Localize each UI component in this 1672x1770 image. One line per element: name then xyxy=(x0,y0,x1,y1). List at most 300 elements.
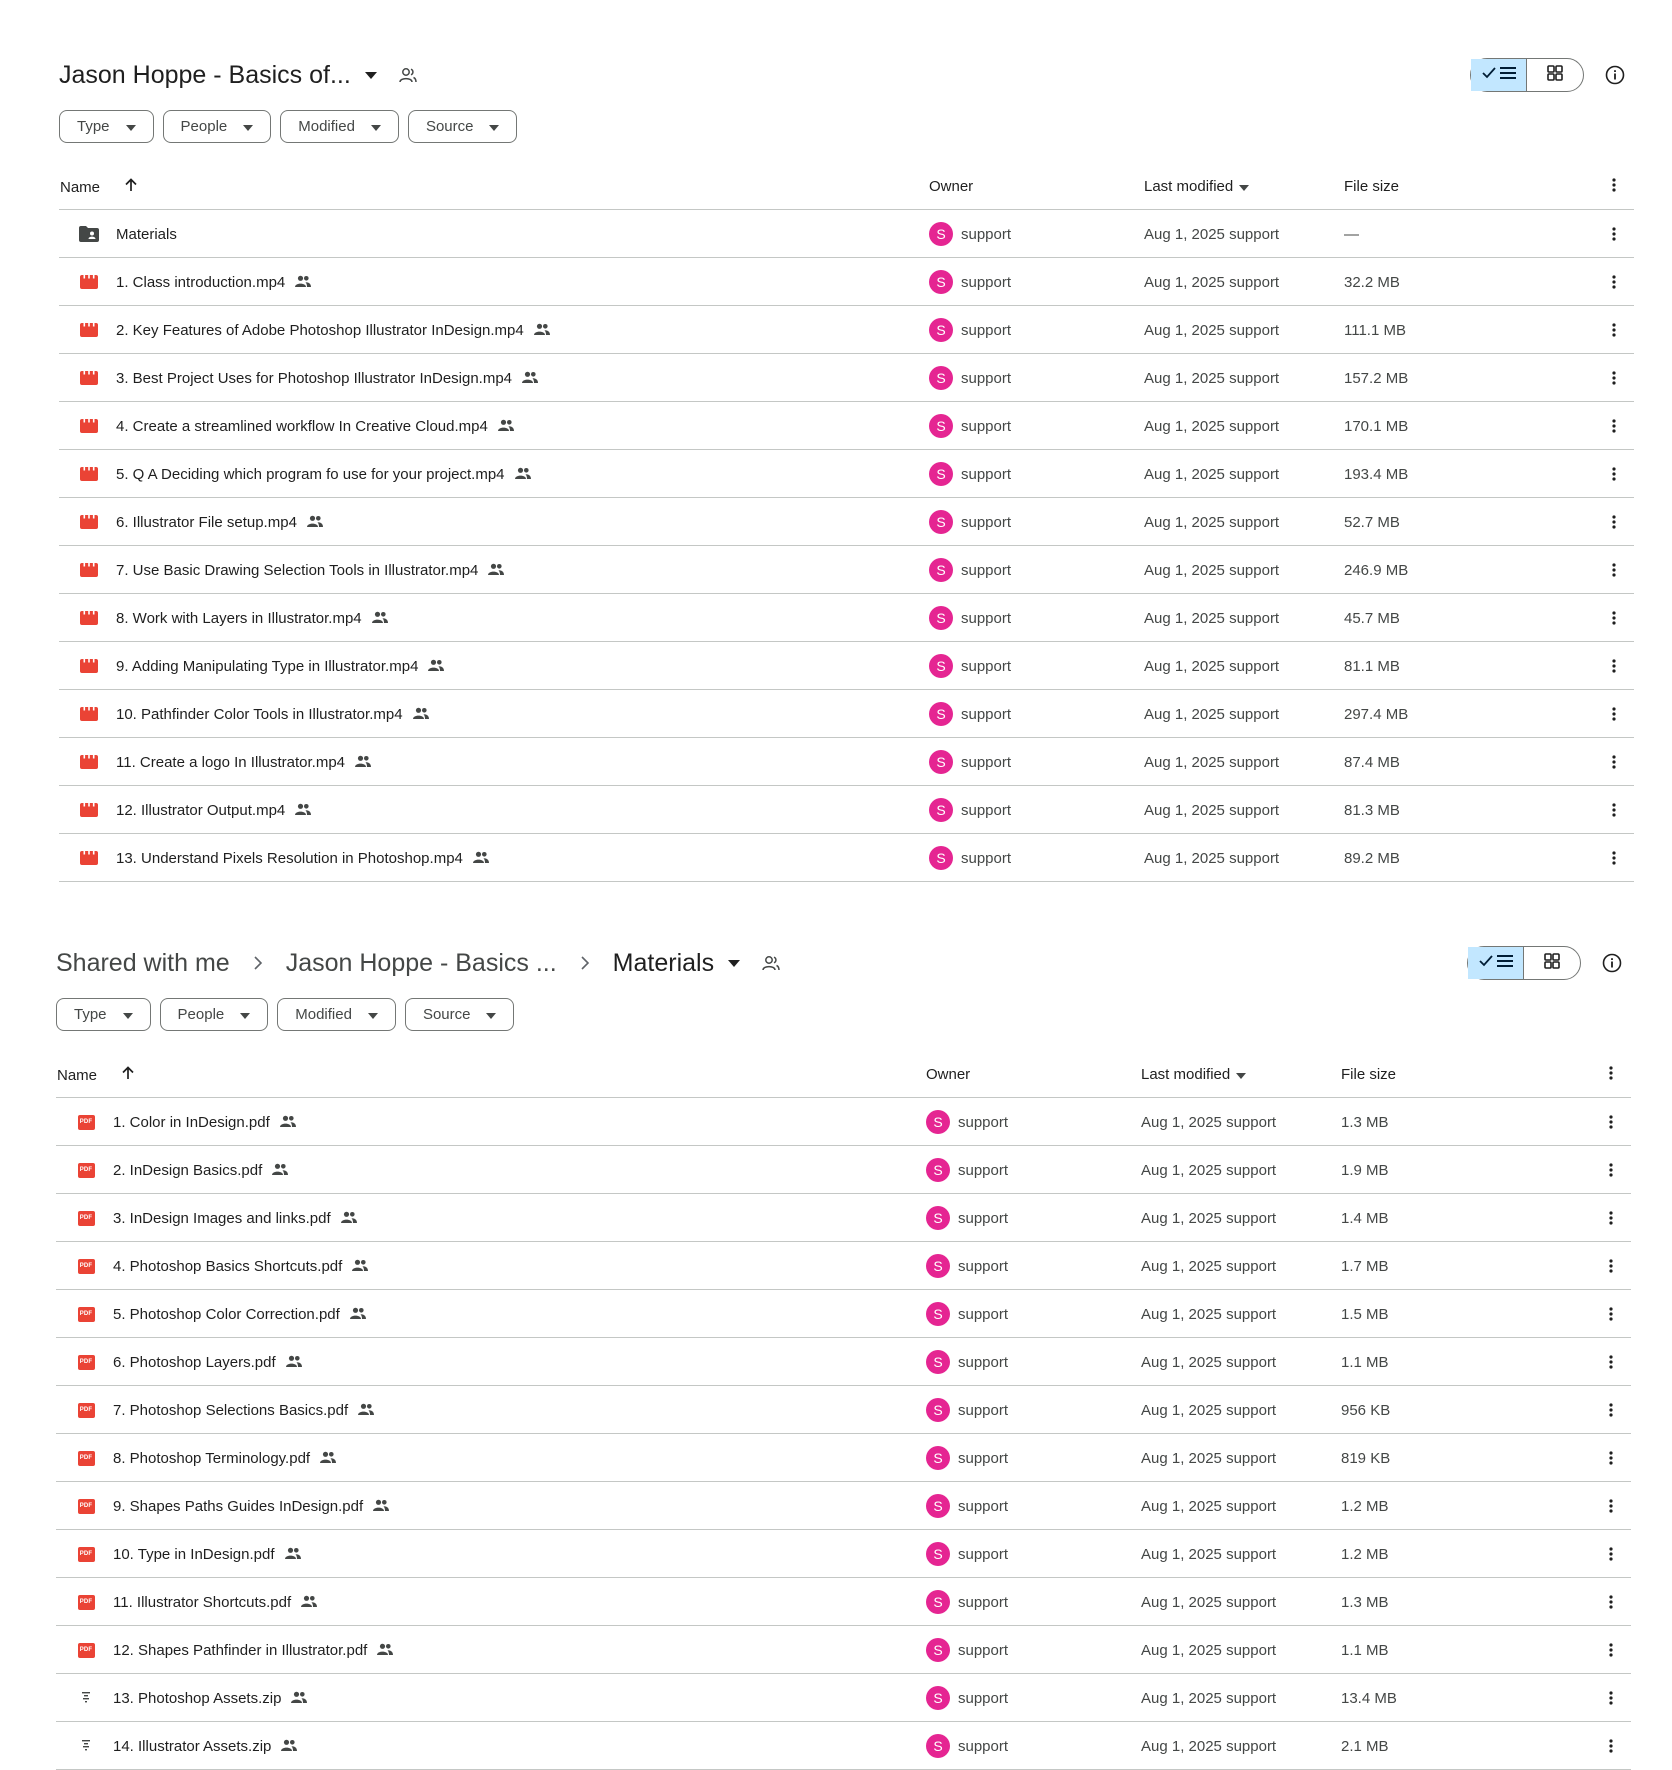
avatar: S xyxy=(926,1398,950,1422)
modified-cell: Aug 1, 2025 support xyxy=(1141,1305,1277,1323)
more-options-icon[interactable] xyxy=(1601,1530,1621,1578)
info-icon[interactable] xyxy=(1598,58,1632,92)
zip-file-icon xyxy=(74,1722,98,1770)
video-file-icon xyxy=(77,402,101,450)
more-options-icon[interactable] xyxy=(1601,1482,1621,1530)
filter-chip-label: Modified xyxy=(295,1006,352,1023)
size-cell: 81.3 MB xyxy=(1344,801,1400,819)
list-view-button[interactable] xyxy=(1468,947,1524,979)
file-name-cell xyxy=(116,546,504,594)
filter-chip[interactable] xyxy=(277,998,396,1031)
owner-cell xyxy=(926,1722,1008,1770)
file-name-cell xyxy=(113,1194,357,1242)
size-cell: 297.4 MB xyxy=(1344,705,1409,723)
sort-arrow-up-icon[interactable] xyxy=(124,178,138,196)
grid-view-button[interactable] xyxy=(1524,947,1580,979)
table-row[interactable] xyxy=(56,1242,1631,1290)
filter-chip-label: Type xyxy=(74,1006,107,1023)
table-row[interactable] xyxy=(59,402,1634,450)
table-row[interactable] xyxy=(56,1578,1631,1626)
size-cell: 52.7 MB xyxy=(1344,513,1400,531)
modified-cell: Aug 1, 2025 support xyxy=(1144,321,1280,339)
more-options-icon[interactable] xyxy=(1601,1626,1621,1674)
more-options-icon[interactable] xyxy=(1604,594,1624,642)
owner-cell xyxy=(926,1626,1008,1674)
avatar: S xyxy=(926,1206,950,1230)
video-file-icon xyxy=(77,498,101,546)
filter-chip-label: Source xyxy=(425,118,474,135)
modified-cell: Aug 1, 2025 support xyxy=(1144,225,1280,243)
column-label: Last modified xyxy=(1144,178,1234,195)
video-file-icon xyxy=(77,690,101,738)
modified-cell: Aug 1, 2025 support xyxy=(1144,609,1280,627)
owner-name: support xyxy=(958,1449,1009,1467)
shared-folder-icon[interactable] xyxy=(762,955,780,971)
avatar: S xyxy=(929,798,953,822)
file-name-cell xyxy=(113,1482,389,1530)
size-cell: 13.4 MB xyxy=(1341,1689,1397,1707)
modified-cell: Aug 1, 2025 support xyxy=(1144,417,1280,435)
file-name: 4. Create a streamlined workflow In Creative Cloud.mp4 xyxy=(116,417,488,435)
file-name: 6. Photoshop Layers.pdf xyxy=(113,1353,276,1371)
shared-people-icon xyxy=(295,802,311,819)
filter-chip-label: People xyxy=(177,1006,225,1023)
shared-people-icon xyxy=(498,418,514,435)
avatar: S xyxy=(926,1302,950,1326)
check-icon xyxy=(1482,66,1496,84)
more-options-icon[interactable] xyxy=(1604,498,1624,546)
more-options-icon[interactable] xyxy=(1601,1146,1621,1194)
video-file-icon xyxy=(77,594,101,642)
table-row[interactable] xyxy=(56,1098,1631,1146)
more-options-icon[interactable] xyxy=(1601,1722,1621,1770)
owner-cell xyxy=(926,1578,1008,1626)
more-options-icon[interactable] xyxy=(1604,690,1624,738)
file-name: 2. InDesign Basics.pdf xyxy=(113,1161,263,1179)
table-row[interactable] xyxy=(56,1722,1631,1770)
avatar: S xyxy=(929,750,953,774)
filter-chip[interactable] xyxy=(59,110,154,143)
video-file-icon xyxy=(77,786,101,834)
owner-name: support xyxy=(961,417,1012,435)
grid-icon xyxy=(1545,954,1559,973)
file-name: 13. Understand Pixels Resolution in Photoshop.mp4 xyxy=(116,849,463,867)
more-options-icon[interactable] xyxy=(1604,210,1624,258)
table-row[interactable] xyxy=(59,690,1634,738)
table-row[interactable] xyxy=(59,738,1634,786)
table-row[interactable] xyxy=(59,594,1634,642)
avatar: S xyxy=(929,510,953,534)
size-cell: 170.1 MB xyxy=(1344,417,1409,435)
chevron-down-icon xyxy=(1239,178,1249,195)
owner-cell xyxy=(926,1242,1008,1290)
owner-cell xyxy=(926,1098,1008,1146)
owner-cell xyxy=(926,1338,1008,1386)
chevron-down-icon xyxy=(371,118,381,135)
filter-chip[interactable] xyxy=(56,998,151,1031)
shared-people-icon xyxy=(286,1354,302,1371)
shared-people-icon xyxy=(280,1114,296,1131)
size-cell: 157.2 MB xyxy=(1344,369,1409,387)
table-row[interactable] xyxy=(59,546,1634,594)
file-name: 9. Shapes Paths Guides InDesign.pdf xyxy=(113,1497,364,1515)
size-cell: 89.2 MB xyxy=(1344,849,1400,867)
owner-cell xyxy=(929,594,1011,642)
column-name-header[interactable] xyxy=(60,178,138,196)
file-name-cell xyxy=(116,354,538,402)
more-options-icon[interactable] xyxy=(1601,1338,1621,1386)
video-file-icon xyxy=(77,258,101,306)
table-row[interactable] xyxy=(56,1434,1631,1482)
shared-people-icon xyxy=(358,1402,374,1419)
owner-name: support xyxy=(961,513,1012,531)
modified-cell: Aug 1, 2025 support xyxy=(1141,1161,1277,1179)
more-options-icon[interactable] xyxy=(1601,1434,1621,1482)
folder-shared-icon xyxy=(77,210,101,258)
file-name-cell xyxy=(113,1242,368,1290)
owner-name: support xyxy=(958,1689,1009,1707)
size-cell: 1.3 MB xyxy=(1341,1593,1389,1611)
more-options-icon[interactable] xyxy=(1604,786,1624,834)
file-name: 9. Adding Manipulating Type in Illustrator.mp4 xyxy=(116,657,419,675)
owner-cell xyxy=(929,210,1011,258)
avatar: S xyxy=(926,1638,950,1662)
chevron-down-icon xyxy=(1236,1066,1246,1083)
avatar: S xyxy=(926,1350,950,1374)
shared-folder-icon[interactable] xyxy=(399,67,417,83)
owner-cell xyxy=(926,1146,1008,1194)
owner-cell xyxy=(929,498,1011,546)
avatar: S xyxy=(926,1158,950,1182)
shared-people-icon xyxy=(515,466,531,483)
size-cell: 1.7 MB xyxy=(1341,1257,1389,1275)
shared-people-icon xyxy=(301,1594,317,1611)
modified-cell: Aug 1, 2025 support xyxy=(1141,1113,1277,1131)
breadcrumb xyxy=(59,61,417,90)
avatar: S xyxy=(929,702,953,726)
shared-people-icon xyxy=(291,1690,307,1707)
column-owner-header xyxy=(926,1066,970,1083)
owner-name: support xyxy=(958,1161,1009,1179)
more-options-icon[interactable] xyxy=(1604,402,1624,450)
size-cell: 87.4 MB xyxy=(1344,753,1400,771)
owner-name: support xyxy=(961,321,1012,339)
more-options-icon[interactable] xyxy=(1601,1386,1621,1434)
more-options-icon[interactable] xyxy=(1604,450,1624,498)
table-row[interactable] xyxy=(59,498,1634,546)
avatar: S xyxy=(929,270,953,294)
shared-people-icon xyxy=(320,1450,336,1467)
folder-menu-caret-icon[interactable] xyxy=(365,72,377,79)
owner-name: support xyxy=(958,1113,1009,1131)
view-toggle xyxy=(1467,946,1581,980)
filter-chips xyxy=(56,998,1631,1032)
view-tools xyxy=(1470,58,1634,92)
owner-name: support xyxy=(958,1545,1009,1563)
file-name: 4. Photoshop Basics Shortcuts.pdf xyxy=(113,1257,343,1275)
owner-cell xyxy=(929,258,1011,306)
modified-cell: Aug 1, 2025 support xyxy=(1141,1401,1277,1419)
owner-cell xyxy=(929,354,1011,402)
filter-chip[interactable] xyxy=(405,998,515,1031)
shared-people-icon xyxy=(352,1258,368,1275)
modified-cell: Aug 1, 2025 support xyxy=(1141,1449,1277,1467)
breadcrumb xyxy=(56,949,780,978)
file-name-cell xyxy=(116,498,323,546)
column-modified-header[interactable] xyxy=(1144,178,1249,195)
list-icon xyxy=(1500,66,1516,84)
modified-cell: Aug 1, 2025 support xyxy=(1141,1497,1277,1515)
table-row[interactable] xyxy=(59,306,1634,354)
size-cell: 1.1 MB xyxy=(1341,1353,1389,1371)
modified-cell: Aug 1, 2025 support xyxy=(1144,465,1280,483)
table-header xyxy=(59,162,1634,210)
size-cell: 81.1 MB xyxy=(1344,657,1400,675)
pdf-file-icon: PDF xyxy=(74,1338,98,1386)
modified-cell: Aug 1, 2025 support xyxy=(1144,657,1280,675)
file-name: 10. Type in InDesign.pdf xyxy=(113,1545,275,1563)
column-label: Name xyxy=(60,178,101,196)
shared-people-icon xyxy=(522,370,538,387)
size-cell: 819 KB xyxy=(1341,1449,1391,1467)
table-row[interactable] xyxy=(56,1386,1631,1434)
filter-chips xyxy=(59,110,1634,144)
panel-header xyxy=(59,50,1634,100)
owner-cell xyxy=(929,546,1011,594)
video-file-icon xyxy=(77,834,101,882)
chevron-down-icon xyxy=(489,118,499,135)
file-name-cell xyxy=(116,738,371,786)
column-modified-header[interactable] xyxy=(1141,1066,1246,1083)
modified-cell: Aug 1, 2025 support xyxy=(1144,513,1280,531)
file-name-cell xyxy=(113,1722,297,1770)
table-row[interactable] xyxy=(56,1146,1631,1194)
column-label: File size xyxy=(1341,1066,1397,1083)
file-name: 12. Shapes Pathfinder in Illustrator.pdf xyxy=(113,1641,368,1659)
owner-cell xyxy=(929,642,1011,690)
modified-cell: Aug 1, 2025 support xyxy=(1144,369,1280,387)
file-name-cell xyxy=(113,1578,317,1626)
file-name: 5. Q A Deciding which program fo use for your project.mp4 xyxy=(116,465,505,483)
owner-cell xyxy=(929,786,1011,834)
table-row[interactable] xyxy=(56,1530,1631,1578)
more-options-icon[interactable] xyxy=(1604,738,1624,786)
table-row[interactable] xyxy=(56,1674,1631,1722)
owner-cell xyxy=(926,1434,1008,1482)
file-name-cell xyxy=(113,1386,374,1434)
owner-name: support xyxy=(958,1401,1009,1419)
chevron-right-icon xyxy=(230,955,286,971)
file-name-cell xyxy=(113,1434,336,1482)
table-row[interactable] xyxy=(56,1482,1631,1530)
pdf-file-icon: PDF xyxy=(74,1290,98,1338)
avatar: S xyxy=(926,1734,950,1758)
grid-view-button[interactable] xyxy=(1527,59,1583,91)
pdf-file-icon: PDF xyxy=(74,1146,98,1194)
file-name-cell xyxy=(113,1626,393,1674)
avatar: S xyxy=(929,654,953,678)
breadcrumb-item[interactable]: Jason Hoppe - Basics ... xyxy=(285,948,557,977)
more-options-icon[interactable] xyxy=(1604,258,1624,306)
owner-cell xyxy=(926,1290,1008,1338)
video-file-icon xyxy=(77,306,101,354)
file-name: 3. InDesign Images and links.pdf xyxy=(113,1209,331,1227)
owner-cell xyxy=(926,1386,1008,1434)
file-name: 10. Pathfinder Color Tools in Illustrator.mp4 xyxy=(116,705,403,723)
breadcrumb-item[interactable]: Jason Hoppe - Basics of... xyxy=(59,60,351,89)
filter-chip[interactable] xyxy=(163,110,272,143)
owner-name: support xyxy=(961,225,1012,243)
owner-cell xyxy=(929,834,1011,882)
filter-chip-label: Modified xyxy=(298,118,355,135)
avatar: S xyxy=(929,606,953,630)
more-options-icon[interactable] xyxy=(1601,1066,1621,1080)
more-options-icon[interactable] xyxy=(1601,1578,1621,1626)
size-cell: 1.3 MB xyxy=(1341,1113,1389,1131)
file-name-cell xyxy=(116,786,311,834)
video-file-icon xyxy=(77,546,101,594)
table-row[interactable] xyxy=(56,1194,1631,1242)
file-name-cell xyxy=(116,834,489,882)
avatar: S xyxy=(926,1110,950,1134)
column-label: Last modified xyxy=(1141,1066,1231,1083)
file-name: 7. Use Basic Drawing Selection Tools in Illustrator.mp4 xyxy=(116,561,479,579)
breadcrumb-item[interactable]: Materials xyxy=(612,948,715,977)
more-options-icon[interactable] xyxy=(1601,1194,1621,1242)
shared-people-icon xyxy=(428,658,444,675)
file-name: 1. Class introduction.mp4 xyxy=(116,273,286,291)
owner-name: support xyxy=(958,1593,1009,1611)
video-file-icon xyxy=(77,642,101,690)
column-name-header[interactable] xyxy=(57,1066,135,1084)
folder-menu-caret-icon[interactable] xyxy=(728,960,740,967)
owner-name: support xyxy=(961,369,1012,387)
more-options-icon[interactable] xyxy=(1601,1674,1621,1722)
file-name-cell xyxy=(116,594,388,642)
table-row[interactable] xyxy=(59,834,1634,882)
file-name: 12. Illustrator Output.mp4 xyxy=(116,801,286,819)
more-options-icon[interactable] xyxy=(1604,834,1624,882)
owner-cell xyxy=(926,1194,1008,1242)
filter-chip[interactable] xyxy=(280,110,399,143)
avatar: S xyxy=(929,462,953,486)
size-cell: 1.9 MB xyxy=(1341,1161,1389,1179)
size-cell: 111.1 MB xyxy=(1344,321,1406,339)
column-size-header xyxy=(1341,1066,1396,1083)
view-toggle xyxy=(1470,58,1584,92)
table-row[interactable] xyxy=(56,1338,1631,1386)
file-name-cell xyxy=(113,1146,288,1194)
owner-name: support xyxy=(958,1353,1009,1371)
shared-people-icon xyxy=(488,562,504,579)
size-cell: 32.2 MB xyxy=(1344,273,1400,291)
owner-cell xyxy=(929,402,1011,450)
table-row[interactable] xyxy=(59,258,1634,306)
breadcrumb-item[interactable]: Shared with me xyxy=(56,948,230,977)
file-name-cell xyxy=(113,1290,366,1338)
table-header xyxy=(56,1050,1631,1098)
modified-cell: Aug 1, 2025 support xyxy=(1141,1209,1277,1227)
owner-cell xyxy=(929,450,1011,498)
owner-name: support xyxy=(961,609,1012,627)
table-row[interactable] xyxy=(59,450,1634,498)
filter-chip[interactable] xyxy=(160,998,269,1031)
more-options-icon[interactable] xyxy=(1601,1290,1621,1338)
more-options-icon[interactable] xyxy=(1604,306,1624,354)
table-row[interactable] xyxy=(59,354,1634,402)
info-icon[interactable] xyxy=(1595,946,1629,980)
file-name: 11. Create a logo In Illustrator.mp4 xyxy=(116,753,346,771)
size-cell: — xyxy=(1344,225,1359,243)
owner-name: support xyxy=(961,561,1012,579)
file-name-cell xyxy=(116,402,514,450)
more-options-icon[interactable] xyxy=(1601,1098,1621,1146)
modified-cell: Aug 1, 2025 support xyxy=(1144,273,1280,291)
shared-people-icon xyxy=(373,1498,389,1515)
modified-cell: Aug 1, 2025 support xyxy=(1141,1641,1277,1659)
filter-chip[interactable] xyxy=(408,110,518,143)
filter-chip-label: Type xyxy=(77,118,110,135)
size-cell: 193.4 MB xyxy=(1344,465,1409,483)
modified-cell: Aug 1, 2025 support xyxy=(1141,1257,1277,1275)
owner-name: support xyxy=(958,1305,1009,1323)
owner-name: support xyxy=(961,753,1012,771)
table-row[interactable] xyxy=(56,1290,1631,1338)
filter-chip-label: Source xyxy=(422,1006,471,1023)
more-options-icon[interactable] xyxy=(1604,642,1624,690)
shared-people-icon xyxy=(534,322,550,339)
file-name-cell xyxy=(116,642,444,690)
size-cell: 45.7 MB xyxy=(1344,609,1400,627)
shared-people-icon xyxy=(413,706,429,723)
column-label: Name xyxy=(57,1066,98,1084)
table-row[interactable] xyxy=(59,786,1634,834)
more-options-icon[interactable] xyxy=(1601,1242,1621,1290)
zip-file-icon xyxy=(74,1674,98,1722)
shared-people-icon xyxy=(281,1738,297,1755)
shared-people-icon xyxy=(355,754,371,771)
more-options-icon[interactable] xyxy=(1604,546,1624,594)
file-name: 8. Photoshop Terminology.pdf xyxy=(113,1449,311,1467)
file-name-cell xyxy=(113,1098,296,1146)
view-tools xyxy=(1467,946,1631,980)
pdf-file-icon: PDF xyxy=(74,1386,98,1434)
more-options-icon[interactable] xyxy=(1604,178,1624,192)
column-size-header xyxy=(1344,178,1399,195)
shared-people-icon xyxy=(307,514,323,531)
owner-name: support xyxy=(961,657,1012,675)
size-cell: 1.4 MB xyxy=(1341,1209,1389,1227)
table-row[interactable] xyxy=(59,642,1634,690)
size-cell: 1.5 MB xyxy=(1341,1305,1389,1323)
panel-header xyxy=(56,938,1631,988)
table-row[interactable] xyxy=(56,1626,1631,1674)
video-file-icon xyxy=(77,738,101,786)
list-view-button[interactable] xyxy=(1471,59,1527,91)
more-options-icon[interactable] xyxy=(1604,354,1624,402)
modified-cell: Aug 1, 2025 support xyxy=(1144,705,1280,723)
pdf-file-icon: PDF xyxy=(74,1194,98,1242)
table-row[interactable] xyxy=(59,210,1634,258)
sort-arrow-up-icon[interactable] xyxy=(121,1066,135,1084)
pdf-file-icon: PDF xyxy=(74,1482,98,1530)
size-cell: 1.2 MB xyxy=(1341,1545,1389,1563)
chevron-right-icon xyxy=(557,955,613,971)
pdf-file-icon: PDF xyxy=(74,1242,98,1290)
chevron-down-icon xyxy=(486,1006,496,1023)
shared-people-icon xyxy=(377,1642,393,1659)
owner-cell xyxy=(926,1530,1008,1578)
